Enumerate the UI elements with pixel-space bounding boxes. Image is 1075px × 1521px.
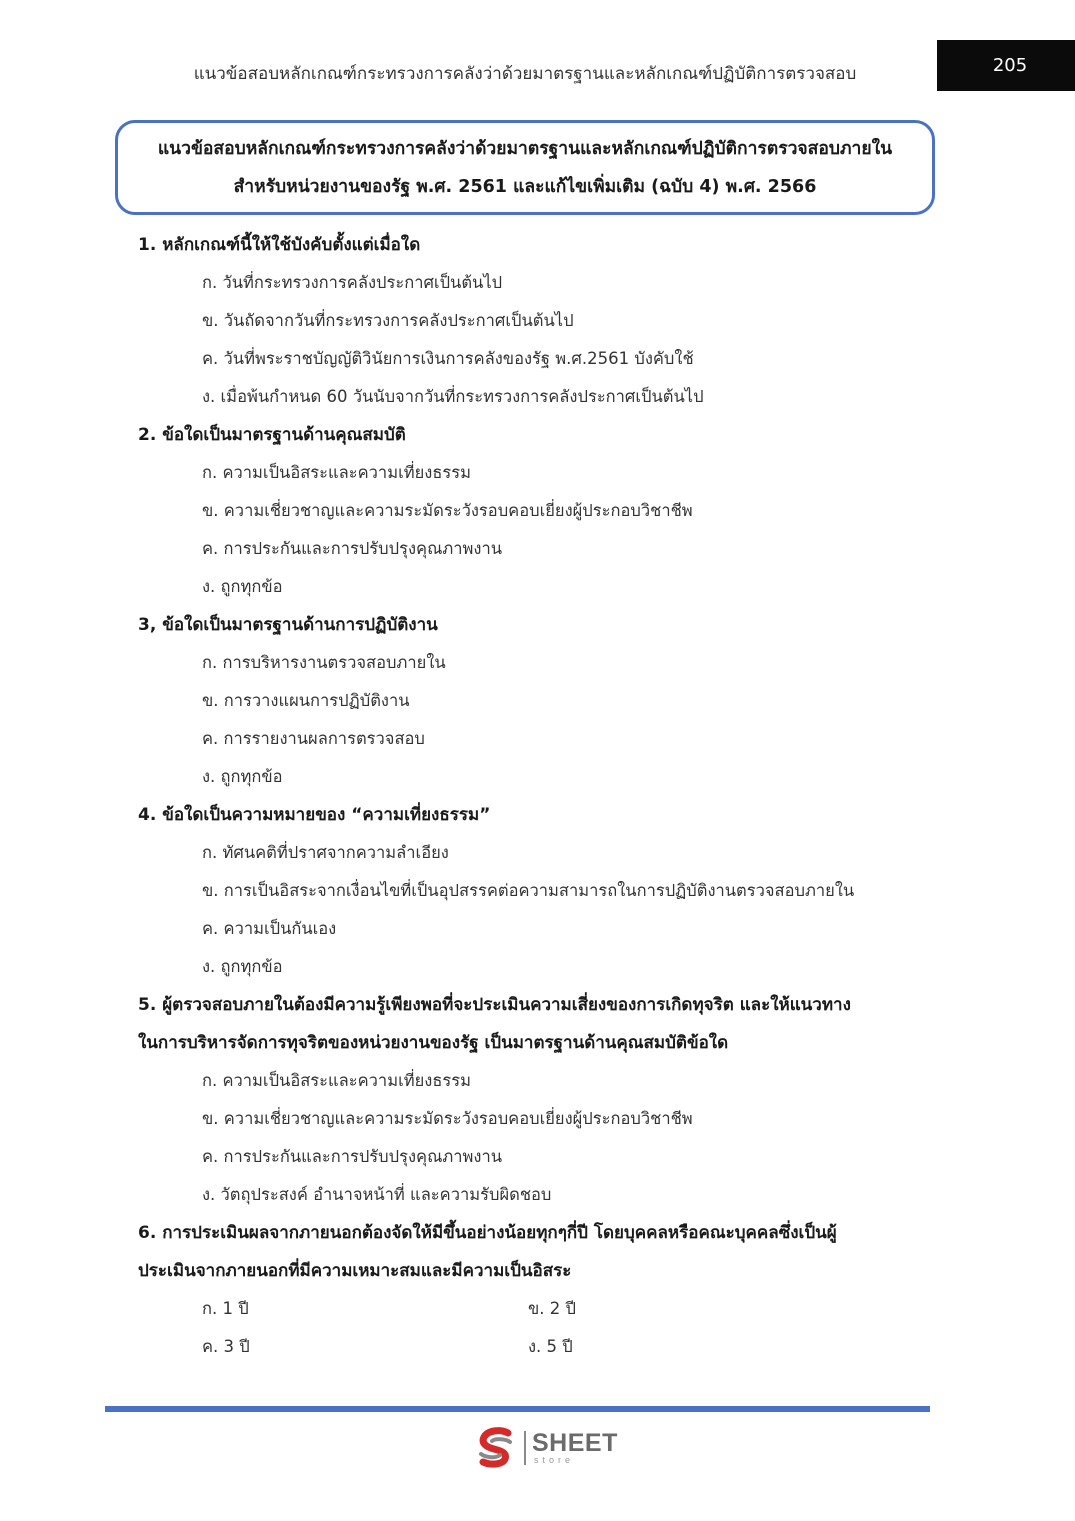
option: ง. เมื่อพ้นกำหนด 60 วันนับจากวันที่กระทรวงการคลังประกาศเป็นต้นไป xyxy=(202,387,704,406)
page-number-box xyxy=(937,40,1075,91)
option: ค. วันที่พระราชบัญญัติวินัยการเงินการคลังของรัฐ พ.ศ.2561 บังคับใช้ xyxy=(202,349,694,368)
question-text: 4. ข้อใดเป็นความหมายของ “ความเที่ยงธรรม” xyxy=(138,805,491,825)
title-line-1: แนวข้อสอบหลักเกณฑ์กระทรวงการคลังว่าด้วยมาตรฐานและหลักเกณฑ์ปฏิบัติการตรวจสอบภายใน xyxy=(157,138,893,159)
logo-subtext: store xyxy=(534,1455,575,1465)
question-text: 2. ข้อใดเป็นมาตรฐานด้านคุณสมบัติ xyxy=(138,425,406,445)
running-header: แนวข้อสอบหลักเกณฑ์กระทรวงการคลังว่าด้วยมาตรฐานและหลักเกณฑ์ปฏิบัติการตรวจสอบ xyxy=(193,64,857,84)
option: ง. 5 ปี xyxy=(528,1337,573,1356)
question-4 xyxy=(138,796,918,986)
question-text: 3, ข้อใดเป็นมาตรฐานด้านการปฏิบัติงาน xyxy=(138,615,438,635)
option: ข. 2 ปี xyxy=(528,1299,576,1318)
option: ก. ความเป็นอิสระและความเที่ยงธรรม xyxy=(202,463,471,482)
option: ข. ความเชี่ยวชาญและความระมัดระวังรอบคอบเยี่ยงผู้ประกอบวิชาชีพ xyxy=(202,1109,693,1128)
option: ง. ถูกทุกข้อ xyxy=(202,957,283,976)
option: ก. วันที่กระทรวงการคลังประกาศเป็นต้นไป xyxy=(202,273,503,292)
option-grid xyxy=(138,1290,918,1366)
question-text: 1. หลักเกณฑ์นี้ให้ใช้บังคับตั้งแต่เมื่อใด xyxy=(138,235,421,255)
page-number: 205 xyxy=(992,55,1028,76)
question-2 xyxy=(138,416,918,606)
option: ก. การบริหารงานตรวจสอบภายใน xyxy=(202,653,446,672)
option: ข. ความเชี่ยวชาญและความระมัดระวังรอบคอบเยี่ยงผู้ประกอบวิชาชีพ xyxy=(202,501,693,520)
option: ค. การรายงานผลการตรวจสอบ xyxy=(202,729,425,748)
question-list xyxy=(138,226,918,1366)
option: ค. ความเป็นกันเอง xyxy=(202,919,337,938)
option: ก. ความเป็นอิสระและความเที่ยงธรรม xyxy=(202,1071,471,1090)
option: ง. ถูกทุกข้อ xyxy=(202,767,283,786)
option: ข. วันถัดจากวันที่กระทรวงการคลังประกาศเป็นต้นไป xyxy=(202,311,574,330)
question-text-line-1: 6. การประเมินผลจากภายนอกต้องจัดให้มีขึ้นอย่างน้อยทุกๆกี่ปี โดยบุคคลหรือคณะบุคคลซึ่งเป็นผู้ xyxy=(138,1223,837,1243)
logo-wordmark xyxy=(532,1431,618,1465)
question-1 xyxy=(138,226,918,416)
question-text-line-1: 5. ผู้ตรวจสอบภายในต้องมีความรู้เพียงพอที่จะประเมินความเสี่ยงของการเกิดทุจริต และให้แนวทาง xyxy=(138,995,851,1015)
sheet-s-logo-icon xyxy=(474,1426,518,1470)
option: ข. การเป็นอิสระจากเงื่อนไขที่เป็นอุปสรรคต่อความสามารถในการปฏิบัติงานตรวจสอบภายใน xyxy=(202,881,855,900)
question-text-line-2: ในการบริหารจัดการทุจริตของหน่วยงานของรัฐ เป็นมาตรฐานด้านคุณสมบัติข้อใด xyxy=(138,1033,729,1053)
option: ค. การประกันและการปรับปรุงคุณภาพงาน xyxy=(202,539,503,558)
option: ง. วัตถุประสงค์ อำนาจหน้าที่ และความรับผิดชอบ xyxy=(202,1185,552,1204)
option: ข. การวางแผนการปฏิบัติงาน xyxy=(202,691,410,710)
question-text-line-2: ประเมินจากภายนอกที่มีความเหมาะสมและมีความเป็นอิสระ xyxy=(138,1261,572,1281)
option: ก. ทัศนคติที่ปราศจากความลำเอียง xyxy=(202,843,449,862)
question-5 xyxy=(138,986,918,1214)
logo-text: SHEET xyxy=(532,1429,618,1457)
option: ง. ถูกทุกข้อ xyxy=(202,577,283,596)
option: ก. 1 ปี xyxy=(202,1299,249,1318)
question-3 xyxy=(138,606,918,796)
option: ค. 3 ปี xyxy=(202,1337,250,1356)
footer-rule xyxy=(105,1406,930,1412)
title-line-2: สำหรับหน่วยงานของรัฐ พ.ศ. 2561 และแก้ไขเพิ่มเติม (ฉบับ 4) พ.ศ. 2566 xyxy=(233,176,817,197)
title-box xyxy=(115,120,935,215)
logo-divider xyxy=(524,1431,526,1465)
sheet-store-logo xyxy=(474,1426,618,1470)
option: ค. การประกันและการปรับปรุงคุณภาพงาน xyxy=(202,1147,503,1166)
question-6 xyxy=(138,1214,918,1366)
